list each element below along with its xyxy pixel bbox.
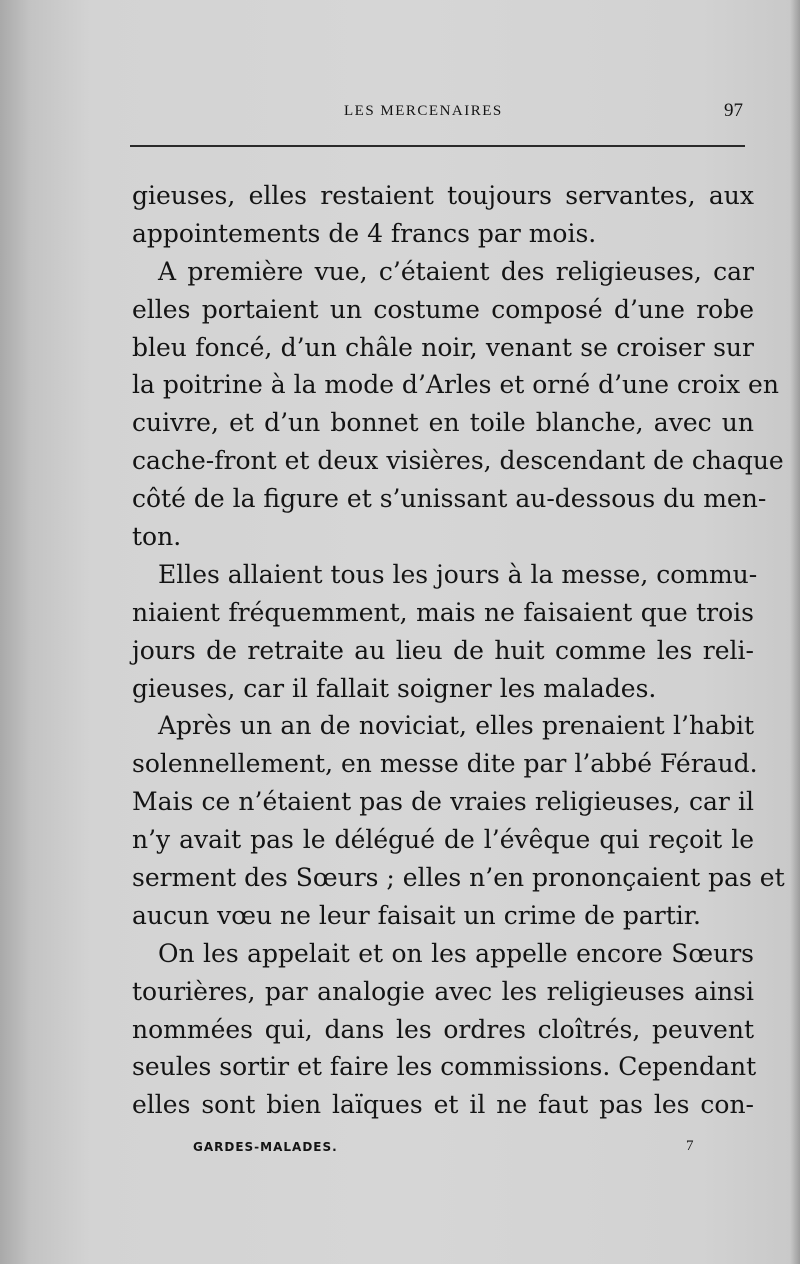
signature-mark: GARDES-MALADES. <box>193 1140 338 1154</box>
text-line: gieuses, car il fallait soigner les malades. <box>132 673 657 703</box>
text-line: solennellement, en messe dite par l’abbé Féraud. <box>132 749 758 779</box>
running-title: LES MERCENAIRES <box>344 103 503 119</box>
text-line: Après un an de noviciat, elles prenaient l’habit <box>158 711 754 741</box>
text-line: tourières, par analogie avec les religieuses ainsi <box>132 976 754 1006</box>
text-line: bleu foncé, d’un châle noir, venant se croiser sur <box>132 332 754 362</box>
text-line: niaient fréquemment, mais ne faisaient que trois <box>132 597 754 627</box>
header-rule <box>130 145 745 147</box>
text-line: Mais ce n’étaient pas de vraies religieuses, car il <box>132 787 754 817</box>
body-text <box>132 177 785 1124</box>
text-line: jours de retraite au lieu de huit comme les reli- <box>132 635 754 665</box>
text-line: la poitrine à la mode d’Arles et orné d’une croix en <box>132 370 779 400</box>
text-line: cache-front et deux visières, descendant de chaque <box>132 446 784 476</box>
text-line: A première vue, c’étaient des religieuses, car <box>158 256 754 286</box>
text-line: ton. <box>132 522 182 552</box>
text-line: n’y avait pas le délégué de l’évêque qui reçoit le <box>132 825 754 855</box>
text-line: Elles allaient tous les jours à la messe, commu- <box>158 559 758 589</box>
text-line: gieuses, elles restaient toujours servantes, aux <box>132 181 754 210</box>
text-line: appointements de 4 francs par mois. <box>132 218 597 248</box>
signature-number: 7 <box>686 1138 694 1154</box>
text-line: elles portaient un costume composé d’une robe <box>132 294 754 324</box>
text-line: serment des Sœurs ; elles n’en prononçaient pas et <box>132 863 785 893</box>
text-line: cuivre, et d’un bonnet en toile blanche, avec un <box>132 408 754 438</box>
page-number: 97 <box>724 100 743 121</box>
text-line: seules sortir et faire les commissions. Cependant <box>132 1052 757 1082</box>
text-line: On les appelait et on les appelle encore Sœurs <box>158 938 754 968</box>
text-line: côté de la figure et s’unissant au-dessous du men- <box>132 484 767 514</box>
text-line: nommées qui, dans les ordres cloîtrés, peuvent <box>132 1014 754 1044</box>
text-line: elles sont bien laïques et il ne faut pas les con- <box>132 1090 754 1120</box>
text-line: aucun vœu ne leur faisait un crime de partir. <box>132 900 701 930</box>
